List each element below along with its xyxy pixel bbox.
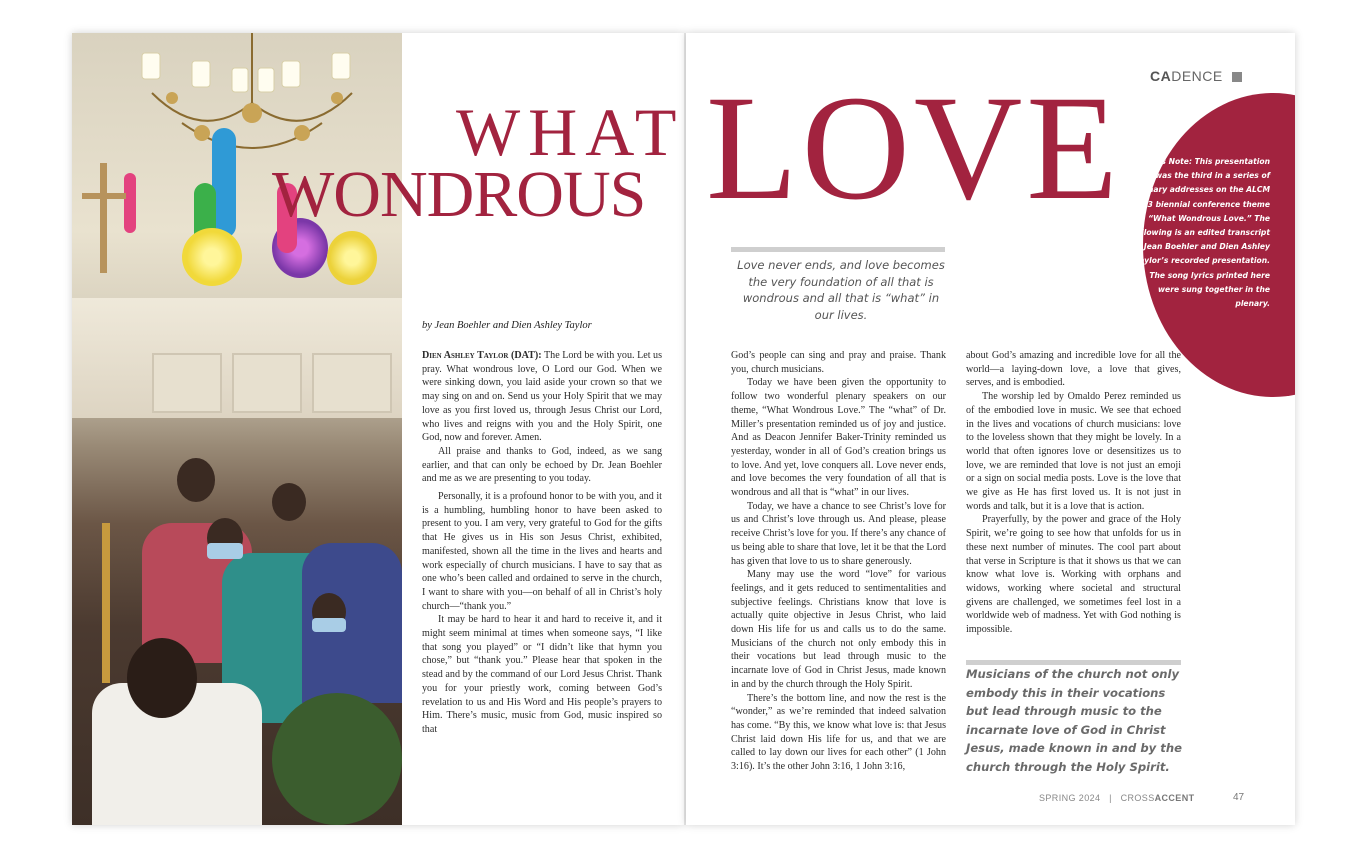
footer-publication-bold: ACCENT: [1154, 793, 1195, 803]
pullquote-1: Love never ends, and love becomes the very foundation of all that is wondrous and all that is “what” in our lives.: [737, 258, 945, 322]
section-label-bold: CA: [1150, 68, 1172, 84]
altar-cross-icon: [82, 193, 126, 199]
paragraph: Today, we have a chance to see Christ’s love for us and Christ’s love through us. And please, please receive Christ’s love for you. If there’s any chance of us being able to share that love, let it be that the Lord has given that love to us to share generously.: [731, 500, 946, 567]
title-wondrous: WONDROUS: [272, 158, 646, 231]
wall-panel: [232, 353, 302, 413]
right-page: [686, 33, 1295, 825]
page-footer: [1039, 793, 1195, 803]
footer-publication: CROSS: [1120, 793, 1155, 803]
page-number: 47: [1233, 792, 1245, 803]
byline: by Jean Boehler and Dien Ashley Taylor: [422, 320, 592, 331]
column-1: [422, 349, 662, 737]
editors-note: Editor’s Note: This presentation was the third in a series of plenary addresses on the ALCM 2023 biennial conference theme “What Wondrous Love.” The following is an edited transcript of Jean Boehler and Dien Ashley Taylor’s recorded presentation. The song lyrics printed here were sung together in the plenary.: [1131, 157, 1270, 309]
paragraph: There’s the bottom line, and now the rest is the “wonder,” as we’re reminded that indeed salvation has come. “By this, we know what love is: that Jesus Christ laid down His life for us, and that we are called to lay down our lives for each other” (1 John 3:16). It’s the other John 3:16, 1 John 3:16,: [731, 692, 946, 773]
processional-cross-icon: [102, 523, 110, 683]
paragraph: Personally, it is a profound honor to be with you, and it is a humbling, humbling honor to have been asked to present to you. I am very, very grateful to God for the gifts that He gives us in His son Jesus Christ, exhibited, manifested, shown all the time in the lives and hearts and work especially of church musicians. I have to say that as one who’s been called and ordained to serve in the church, I want to share with you—on behalf of all in Christ’s holy church—“thank you.”: [422, 491, 662, 612]
paragraph: [422, 349, 662, 445]
footer-issue: SPRING 2024: [1039, 793, 1101, 803]
paragraph: God’s people can sing and pray and praise. Thank you, church musicians.: [731, 350, 946, 375]
paragraph: Many may use the word “love” for various feelings, and it gets reduced to sentimentalities and subjective feelings. Christians know that love is actually quite objective in Jesus Christ, who laid down His life for us and calls us to do the same. Musicians of the church not only embody this in their vocations but lead through music to the incarnate love of God in Christ Jesus, made known in and by the church through the Holy Spirit.: [731, 569, 946, 690]
plant: [272, 693, 402, 825]
section-label: [1150, 68, 1242, 84]
paper-fan-decoration: [182, 228, 242, 286]
square-icon: [1232, 72, 1242, 82]
face-mask: [312, 618, 346, 632]
pullquote-rule: [731, 247, 945, 252]
paragraph: Today we have been given the opportunity to follow two wonderful plenary speakers on our theme, “What Wondrous Love.” The “what” of Dr. Miller’s presentation reminded us of joy and justice. And as Deacon Jennifer Baker-Trinity reminded us yesterday, wonder in all of God’s creation brings us to love. And yet, love conquers all. Love never ends, and love becomes the very foundation of all that is wondrous and all that is “what” in our lives.: [731, 377, 946, 499]
paragraph: The worship led by Omaldo Perez reminded us of the embodied love in music. We see that echoed in the lives and vocations of church musicians: love to the loveless shown that they might be lovely. In a world that often ignores love or desensitizes us to love, we are reminded that love is not just an emoji or a sign on social media posts. Love is the love that we give as He has first loved us. It is not just in words and talk, but it is a love that is action.: [966, 391, 1181, 512]
speaker-name: Dien Ashley Taylor (DAT):: [422, 350, 542, 361]
paragraph: about God’s amazing and incredible love for all the world—a laying-down love, a love that gives, serves, and is embodied.: [966, 350, 1181, 389]
wall-panel: [152, 353, 222, 413]
paragraph-text: The Lord be with you. Let us pray. What wondrous love, O Lord our God. When we were sinking down, you laid aside your crown so that we may sing on and on. Send us your Holy Spirit that we may love as you first loved us, through Jesus Christ our Lord, who lives and reigns with you and the Holy Spirit, one God, now and forever. Amen.: [422, 350, 663, 444]
paper-fan-decoration: [124, 173, 136, 233]
left-page: [72, 33, 684, 825]
paragraph: All praise and thanks to God, indeed, as we sang earlier, and that can only be echoed by Dr. Jean Boehler and me as we are presenting to you today.: [422, 445, 662, 485]
column-2: [731, 349, 946, 774]
person: [177, 458, 215, 502]
pastor-head: [127, 638, 197, 718]
footer-separator: |: [1109, 793, 1112, 803]
pullquote-2: Musicians of the church not only embody this in their vocations but lead through music to the incarnate love of God in Christ Jesus, made known in and by the church through the Holy Spirit.: [966, 667, 1182, 774]
wall-panel: [312, 353, 392, 413]
face-mask: [207, 543, 243, 559]
title-love: LOVE: [706, 65, 1122, 231]
paragraph: It may be hard to hear it and hard to receive it, and it might seem minimal at times when someone says, “I like that song you played” or “I didn’t like that hymn you chose,” but “thank you.” Please hear that spoken in the stead and by the command of our Lord Jesus Christ. Thank you for your priestly work, coming between God’s revelation to us and His Word and His people’s prayers to Him. There’s music, music from God, music inspired so that: [422, 614, 662, 735]
altar-cross-icon: [100, 163, 107, 273]
column-3: [966, 349, 1181, 637]
paragraph: Prayerfully, by the power and grace of the Holy Spirit, we’re going to see how that unfolds for us in these next number of minutes. The cool part about that verse in Scripture is that it shows us that we can know what love is. Working with orphans and widows, working where societal and structural givens are challenged, we sometimes feel lost in a worldwide web of madness. Yet with God nothing is impossible.: [966, 514, 1181, 636]
paper-fan-decoration: [327, 231, 377, 285]
worship-photo: [72, 33, 402, 825]
title-what: WHAT: [456, 94, 684, 170]
congregation: [72, 433, 402, 825]
section-label-rest: DENCE: [1171, 68, 1223, 84]
person: [272, 483, 306, 521]
